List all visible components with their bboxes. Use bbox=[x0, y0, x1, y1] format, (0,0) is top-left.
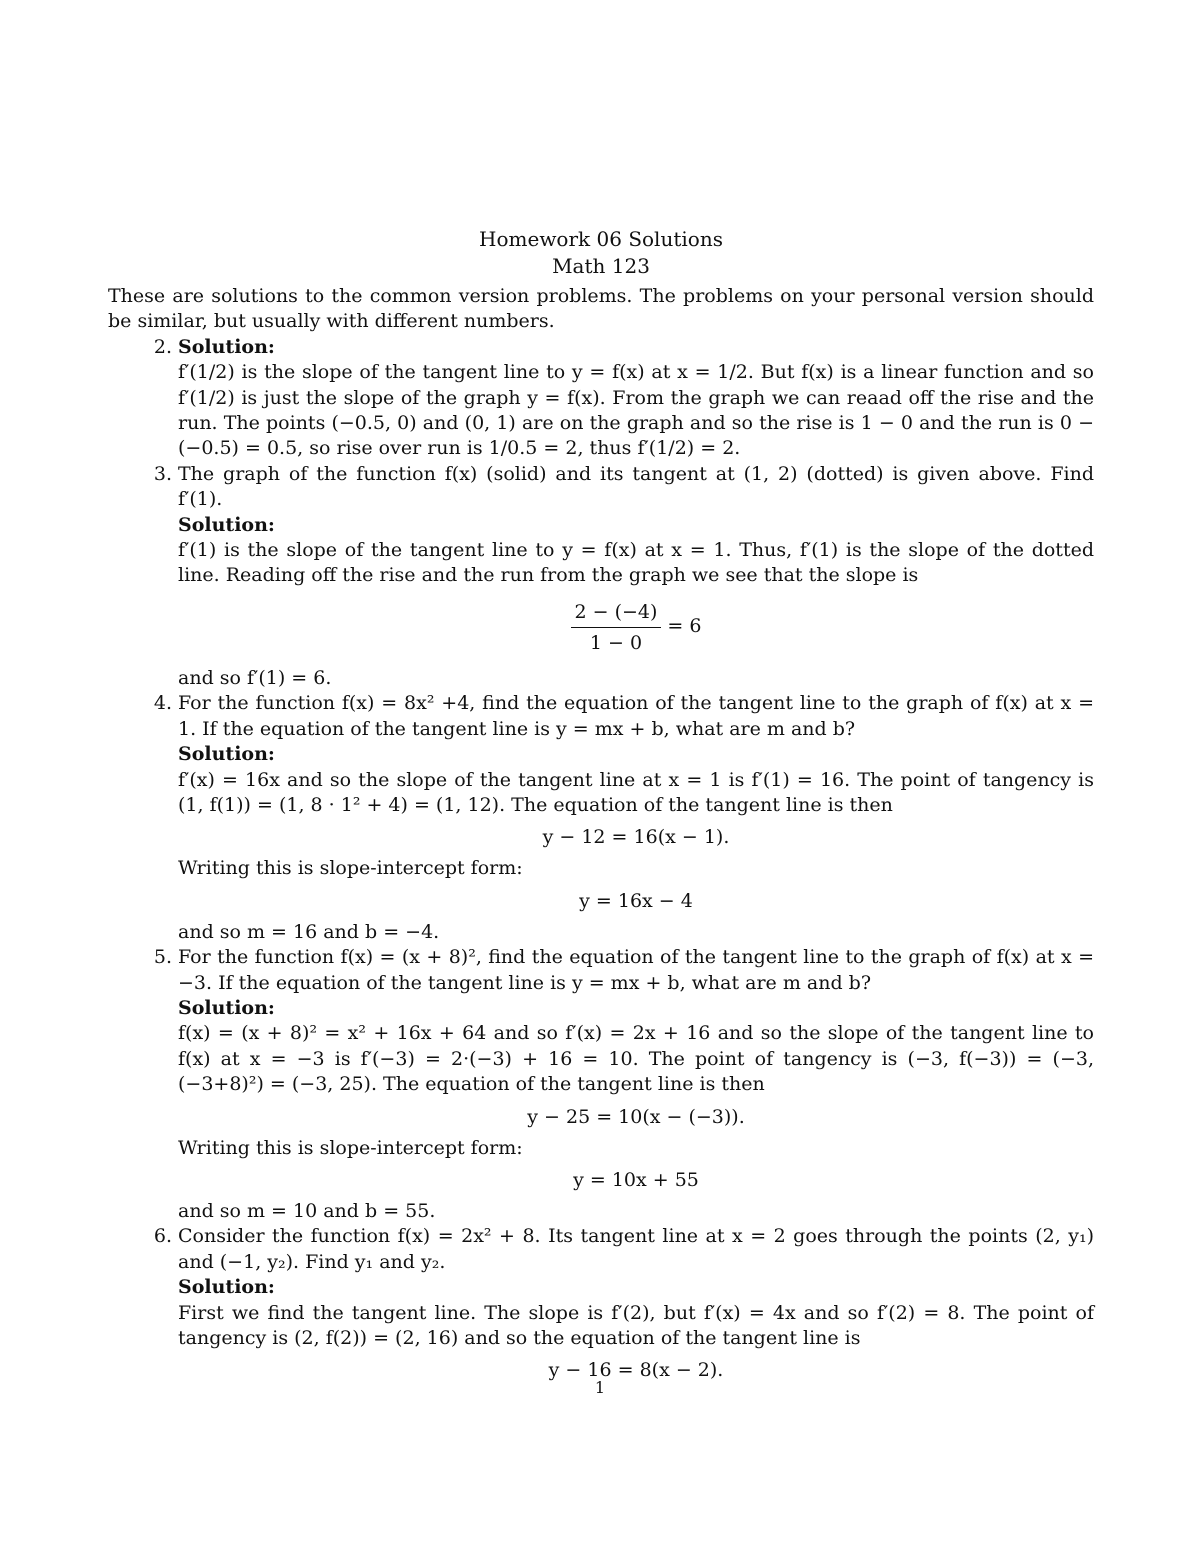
problem-item bbox=[108, 945, 1094, 1224]
display-equation: y − 12 = 16(x − 1). bbox=[542, 826, 730, 849]
solution-label: Solution: bbox=[178, 996, 275, 1019]
course-name: Math 123 bbox=[552, 254, 650, 278]
fraction-denominator: 1 − 0 bbox=[589, 631, 643, 654]
display-equation: y − 25 = 10(x − (−3)). bbox=[527, 1105, 745, 1128]
problem-item bbox=[108, 691, 1094, 945]
problem-body bbox=[178, 335, 1094, 462]
solution-label: Solution: bbox=[178, 1276, 275, 1299]
problem-text: f′(1) is the slope of the tangent line to y = f(x) at x = 1. Thus, f′(1) is the slope of the dotted line. Reading off the rise and the run from the graph we see that the slope is bbox=[178, 539, 1094, 587]
document-page bbox=[108, 226, 1094, 1389]
fraction-numerator: 2 − (−4) bbox=[571, 599, 662, 628]
display-equation: y = 10x + 55 bbox=[573, 1168, 699, 1191]
problem-text: Writing this is slope-intercept form: bbox=[178, 857, 523, 880]
solution-label: Solution: bbox=[178, 335, 275, 358]
fraction bbox=[571, 599, 662, 656]
problem-body bbox=[178, 945, 1094, 1224]
problem-text: The graph of the function f(x) (solid) and its tangent at (1, 2) (dotted) is given above. Find f′(1). bbox=[178, 462, 1094, 511]
problem-number: 4. bbox=[153, 692, 172, 715]
problem-text: Consider the function f(x) = 2x² + 8. Its tangent line at x = 2 goes through the points (2, y₁) and (−1, y₂). Find y₁ and y₂. bbox=[178, 1225, 1094, 1273]
problem-number: 5. bbox=[153, 946, 172, 969]
solution-label: Solution: bbox=[178, 513, 275, 536]
solution-label: Solution: bbox=[178, 743, 275, 766]
problem-text: For the function f(x) = 8x² +4, find the equation of the tangent line to the graph of f(x) at x = 1. If the equation of the tangent line is y = mx + b, what are m and b? bbox=[178, 692, 1094, 740]
problem-number: 2. bbox=[153, 335, 172, 358]
display-equation: y = 16x − 4 bbox=[579, 889, 693, 912]
fraction-equation bbox=[178, 595, 1094, 660]
document-title: Homework 06 Solutions bbox=[479, 227, 723, 251]
problem-text: and so m = 16 and b = −4. bbox=[178, 920, 440, 943]
display-equation: y − 16 = 8(x − 2). bbox=[548, 1359, 724, 1382]
problem-body bbox=[178, 691, 1094, 945]
page-number: 1 bbox=[594, 1378, 606, 1397]
problem-item bbox=[108, 1224, 1094, 1389]
fraction-result: = 6 bbox=[667, 615, 702, 638]
problem-text: f′(x) = 16x and so the slope of the tangent line at x = 1 is f′(1) = 16. The point of tangency is (1, f(1)) = (1, 8 · 1² + 4) = (1, 12). The equation of the tangent line is then bbox=[178, 768, 1094, 816]
problem-text: and so m = 10 and b = 55. bbox=[178, 1199, 436, 1222]
problem-text: For the function f(x) = (x + 8)², find the equation of the tangent line to the graph of f(x) at x = −3. If the equation of the tangent line is y = mx + b, what are m and b? bbox=[178, 946, 1094, 994]
problem-text: First we find the tangent line. The slope is f′(2), but f′(x) = 4x and so f′(2) = 8. The point of tangency is (2, f(2)) = (2, 16) and so the equation of the tangent line is bbox=[178, 1301, 1094, 1349]
problem-body bbox=[178, 1224, 1094, 1389]
problem-text: and so f′(1) = 6. bbox=[178, 666, 332, 689]
problem-item bbox=[108, 462, 1094, 691]
problem-text: Writing this is slope-intercept form: bbox=[178, 1136, 523, 1159]
problem-body bbox=[178, 462, 1094, 691]
problem-number: 6. bbox=[153, 1225, 172, 1248]
problem-list bbox=[108, 335, 1094, 1390]
intro-paragraph: These are solutions to the common version problems. The problems on your personal version should be similar, but usually with different numbers. bbox=[108, 285, 1094, 333]
problem-number: 3. bbox=[153, 462, 172, 485]
problem-text: f′(1/2) is the slope of the tangent line to y = f(x) at x = 1/2. But f(x) is a linear function and so f′(1/2) is just the slope of the graph y = f(x). From the graph we can reaad off the rise and the run. The points (−0.5, 0) and (0, 1) are on the graph and so the rise is 1 − 0 and the run is 0 − (−0.5) = 0.5, so rise over run is 1/0.5 = 2, thus f′(1/2) = 2. bbox=[178, 361, 1094, 460]
problem-text: f(x) = (x + 8)² = x² + 16x + 64 and so f′(x) = 2x + 16 and so the slope of the tangent line to f(x) at x = −3 is f′(−3) = 2·(−3) + 16 = 10. The point of tangency is (−3, f(−3)) = (−3, (−3+8)²) = (−3, 25). The equation of the tangent line is then bbox=[178, 1022, 1094, 1096]
problem-item bbox=[108, 335, 1094, 462]
